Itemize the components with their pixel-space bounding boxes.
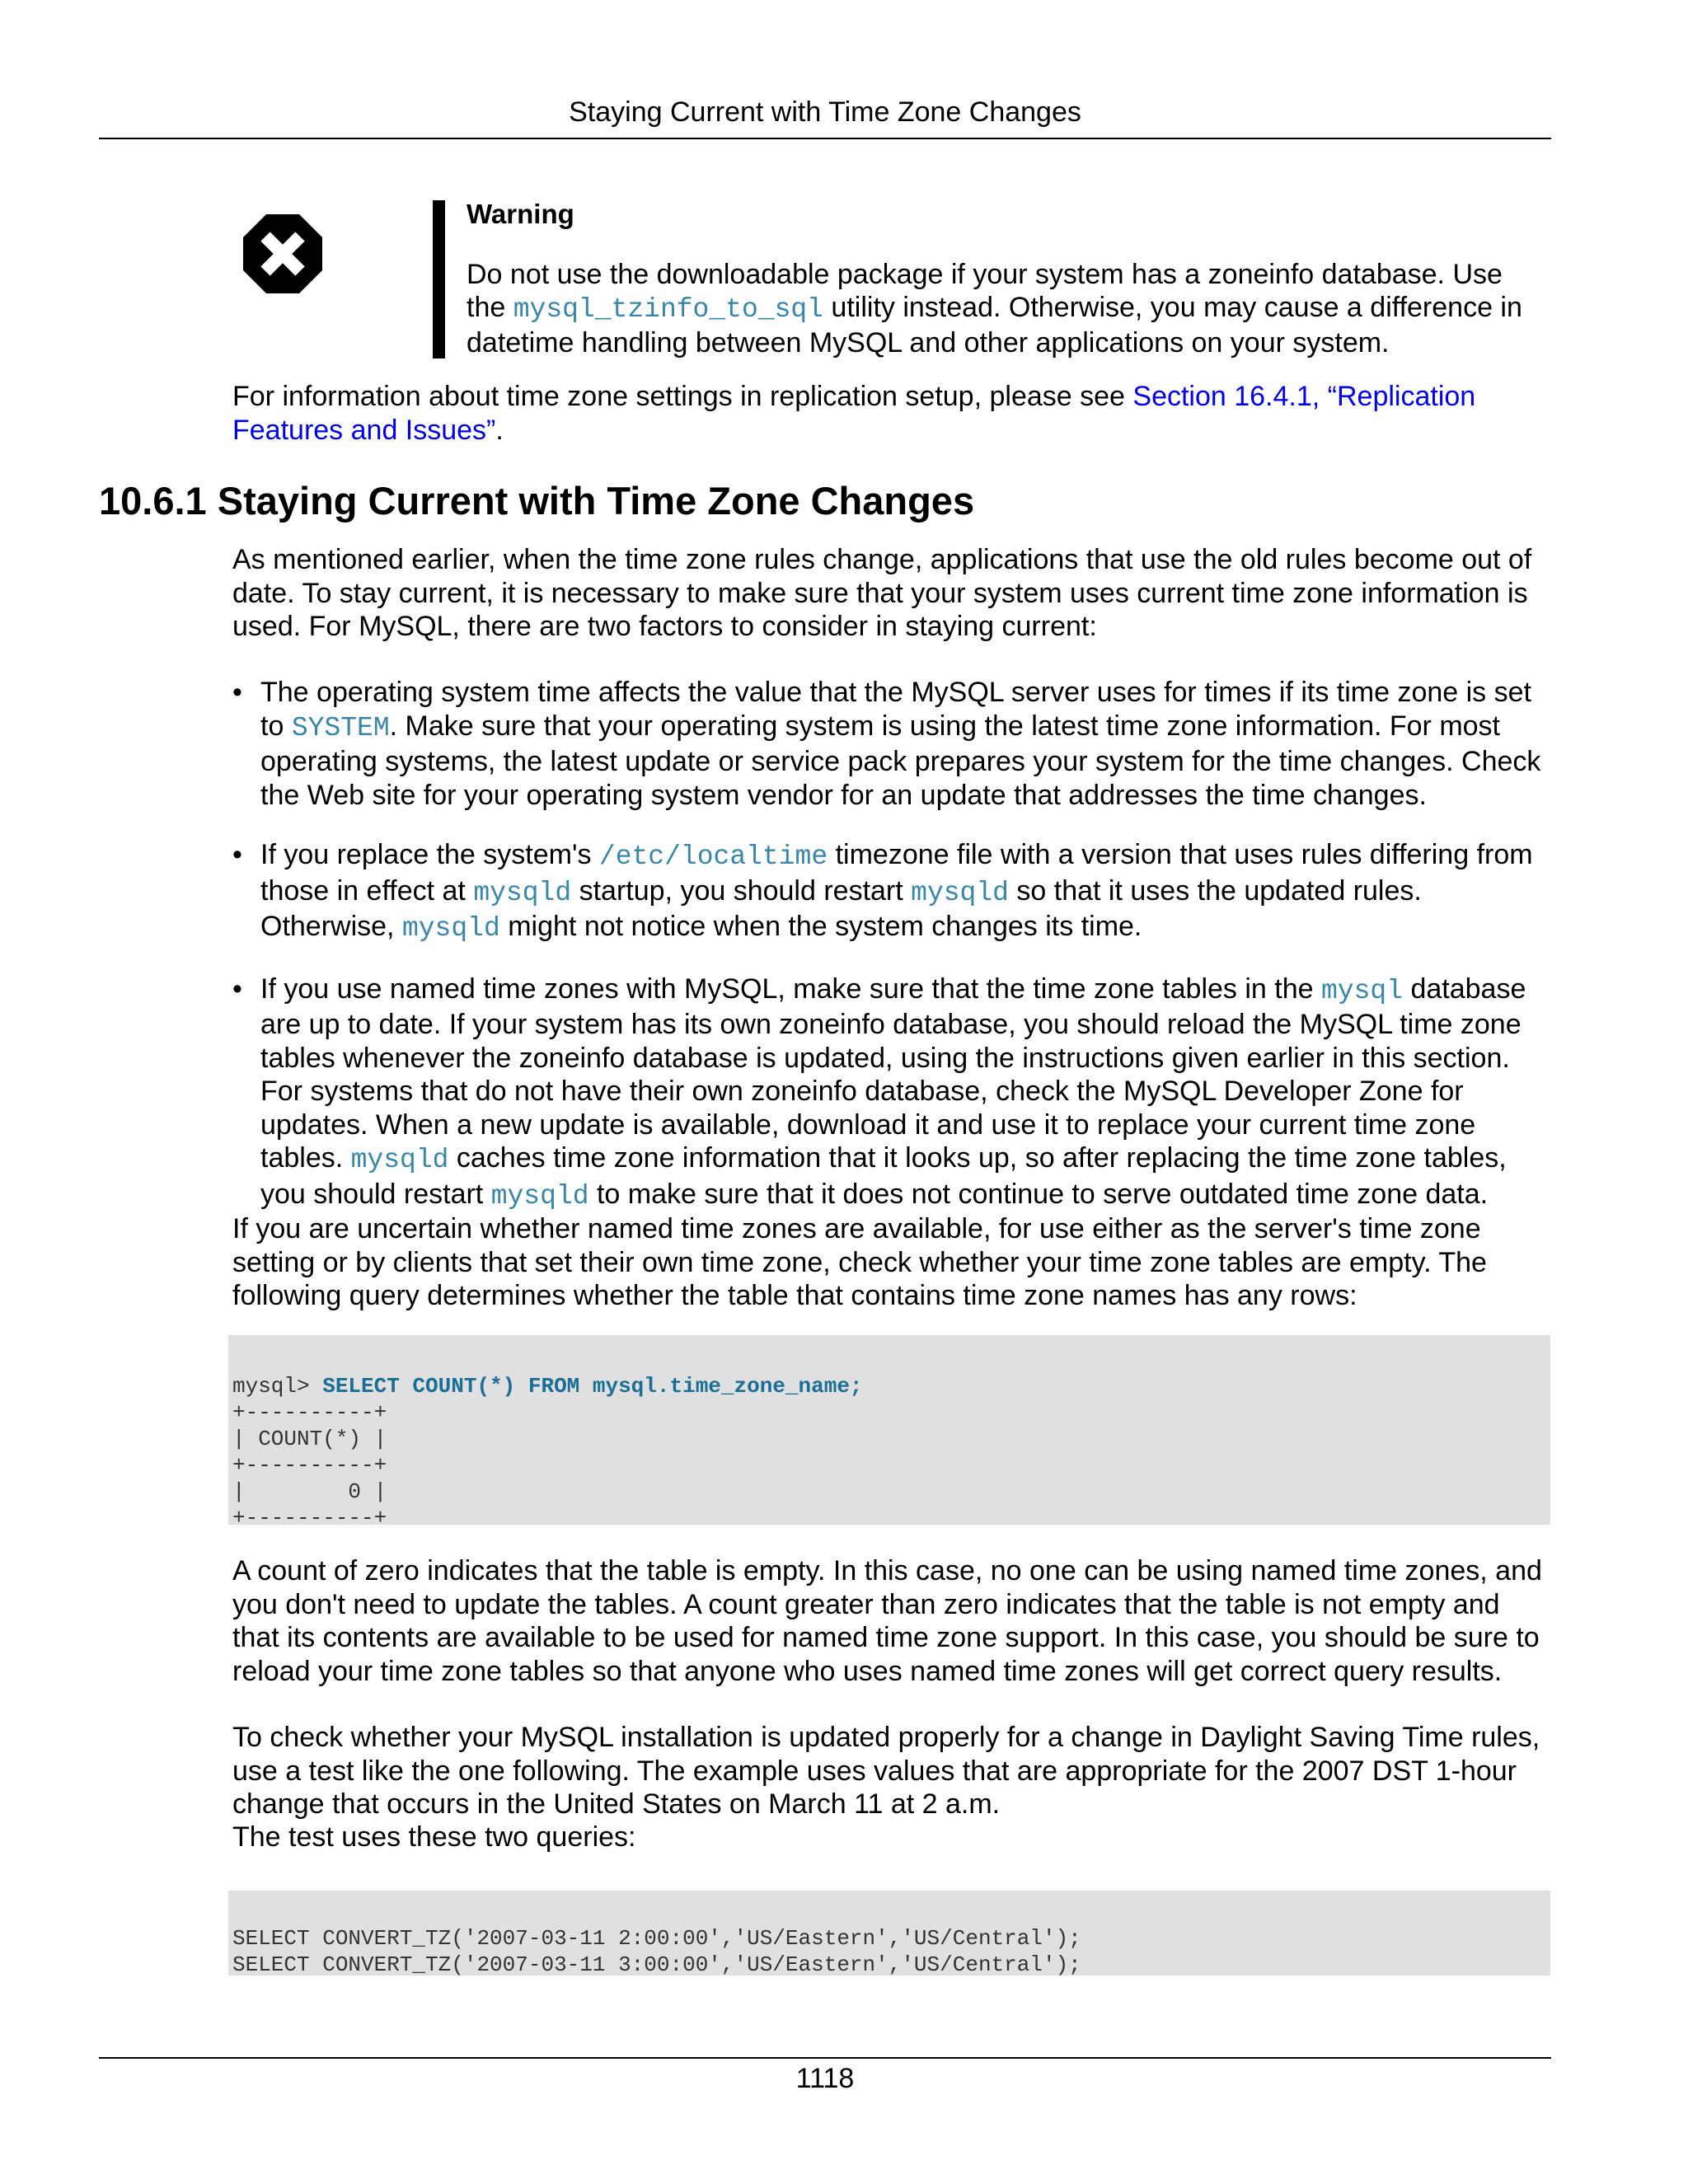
code-etc-localtime: /etc/localtime bbox=[598, 841, 828, 872]
page-number: 1118 bbox=[795, 2063, 855, 2094]
code-block-count-query bbox=[228, 1335, 1550, 1530]
bullet-dot: • bbox=[232, 677, 242, 708]
code-output: +----------+ | COUNT(*) | +----------+ | 0 | +----------+ bbox=[232, 1400, 387, 1530]
bullet-list bbox=[232, 676, 1551, 1240]
code-block-test-queries bbox=[228, 1891, 1550, 1975]
count-paragraph: A count of zero indicates that the table is empty. In this case, no one can be using named time zones, and you don't need to update the tables. A count greater than zero indicates that the table is not empty and that its contents are available to be used for named time zone support. In this case, you should be sure to reload your time zone tables so that anyone who uses named time zones will get correct query results. bbox=[232, 1555, 1542, 1687]
code-prompt: mysql> bbox=[232, 1374, 323, 1399]
list-item: • The operating system time affects the value that the MySQL server uses for times if its time zone is set to SYSTEM. Make sure that your operating system is using the latest time zone information. For most operating systems, the latest update or service pack prepares your system for the time changes. Check the Web site for your operating system vendor for an update that addresses the time changes. bbox=[232, 677, 1541, 811]
code-command: SELECT COUNT(*) FROM mysql.time_zone_name; bbox=[322, 1374, 863, 1399]
warning-side-bar bbox=[433, 200, 445, 359]
header-rule bbox=[99, 138, 1551, 139]
replication-section-link[interactable]: Section 16.4.1, “Replication Features and Issues” bbox=[232, 381, 1476, 446]
running-header-title: Staying Current with Time Zone Changes bbox=[569, 96, 1081, 128]
dst-paragraph: To check whether your MySQL installation is updated properly for a change in Daylight Saving Time rules, use a test like the one following. The example uses values that are appropriate for the 2007 DST 1-hour change that occurs in the United States on March 11 at 2 a.m. bbox=[232, 1722, 1540, 1820]
section-heading: 10.6.1 Staying Current with Time Zone Changes bbox=[99, 479, 975, 523]
warning-x-octagon-icon bbox=[241, 213, 324, 295]
warning-body: Do not use the downloadable package if your system has a zoneinfo database. Use the mysql_tzinfo_to_sql utility instead. Otherwise, you may cause a difference in datetime handling between MySQL and other applications on your system. bbox=[467, 259, 1522, 359]
bullet-dot: • bbox=[232, 972, 242, 1005]
code-mysqld: mysqld bbox=[490, 1180, 589, 1212]
code-mysqld: mysqld bbox=[473, 877, 572, 908]
list-item: • If you use named time zones with MySQL, make sure that the time zone tables in the mysql database are up to date. If your system has its own zoneinfo database, you should reload the MySQL time zone tables whenever the zoneinfo database is updated, using the instructions given earlier in this section. For systems that do not have their own zoneinfo database, check the MySQL Developer Zone for updates. When a new update is available, download it and use it to replace your current time zone tables. mysqld caches time zone information that it looks up, so after replacing the time zone tables, you should restart mysqld to make sure that it does not continue to serve outdated time zone data. bbox=[232, 972, 1526, 1212]
list-item: • If you replace the system's /etc/localtime timezone file with a version that uses rules differing from those in effect at mysqld startup, you should restart mysqld so that it uses the updated rules. Otherwise, mysqld might not notice when the system changes its time. bbox=[232, 839, 1533, 944]
code-system: SYSTEM bbox=[291, 712, 390, 743]
code-mysqld: mysqld bbox=[911, 877, 1009, 908]
warning-title: Warning bbox=[467, 199, 574, 229]
code-mysqld: mysqld bbox=[350, 1145, 449, 1175]
code-mysql: mysql bbox=[1320, 975, 1404, 1006]
code-mysqld: mysqld bbox=[401, 913, 500, 944]
section-intro: As mentioned earlier, when the time zone rules change, applications that use the old rules become out of date. To stay current, it is necessary to make sure that your system uses current time zone information is used. For MySQL, there are two factors to consider in staying current: bbox=[232, 544, 1532, 642]
replication-note: For information about time zone settings in replication setup, please see Section 16.4.1, “Replication Features and Issues”. bbox=[232, 381, 1476, 446]
uncertain-paragraph: If you are uncertain whether named time zones are available, for use either as the server's time zone setting or by clients that set their own time zone, check whether your time zone tables are empty. The following query determines whether the table that contains time zone names has any rows: bbox=[232, 1213, 1487, 1311]
test-paragraph: The test uses these two queries: bbox=[232, 1821, 636, 1853]
code-test-queries: SELECT CONVERT_TZ('2007-03-11 2:00:00','US/Eastern','US/Central'); SELECT CONVERT_TZ('2007-03-11 3:00:00','US/Eastern','US/Central'); bbox=[232, 1926, 1081, 1977]
footer-rule bbox=[99, 2057, 1551, 2059]
code-mysql-tzinfo-to-sql: mysql_tzinfo_to_sql bbox=[513, 294, 823, 325]
bullet-dot: • bbox=[232, 839, 242, 870]
